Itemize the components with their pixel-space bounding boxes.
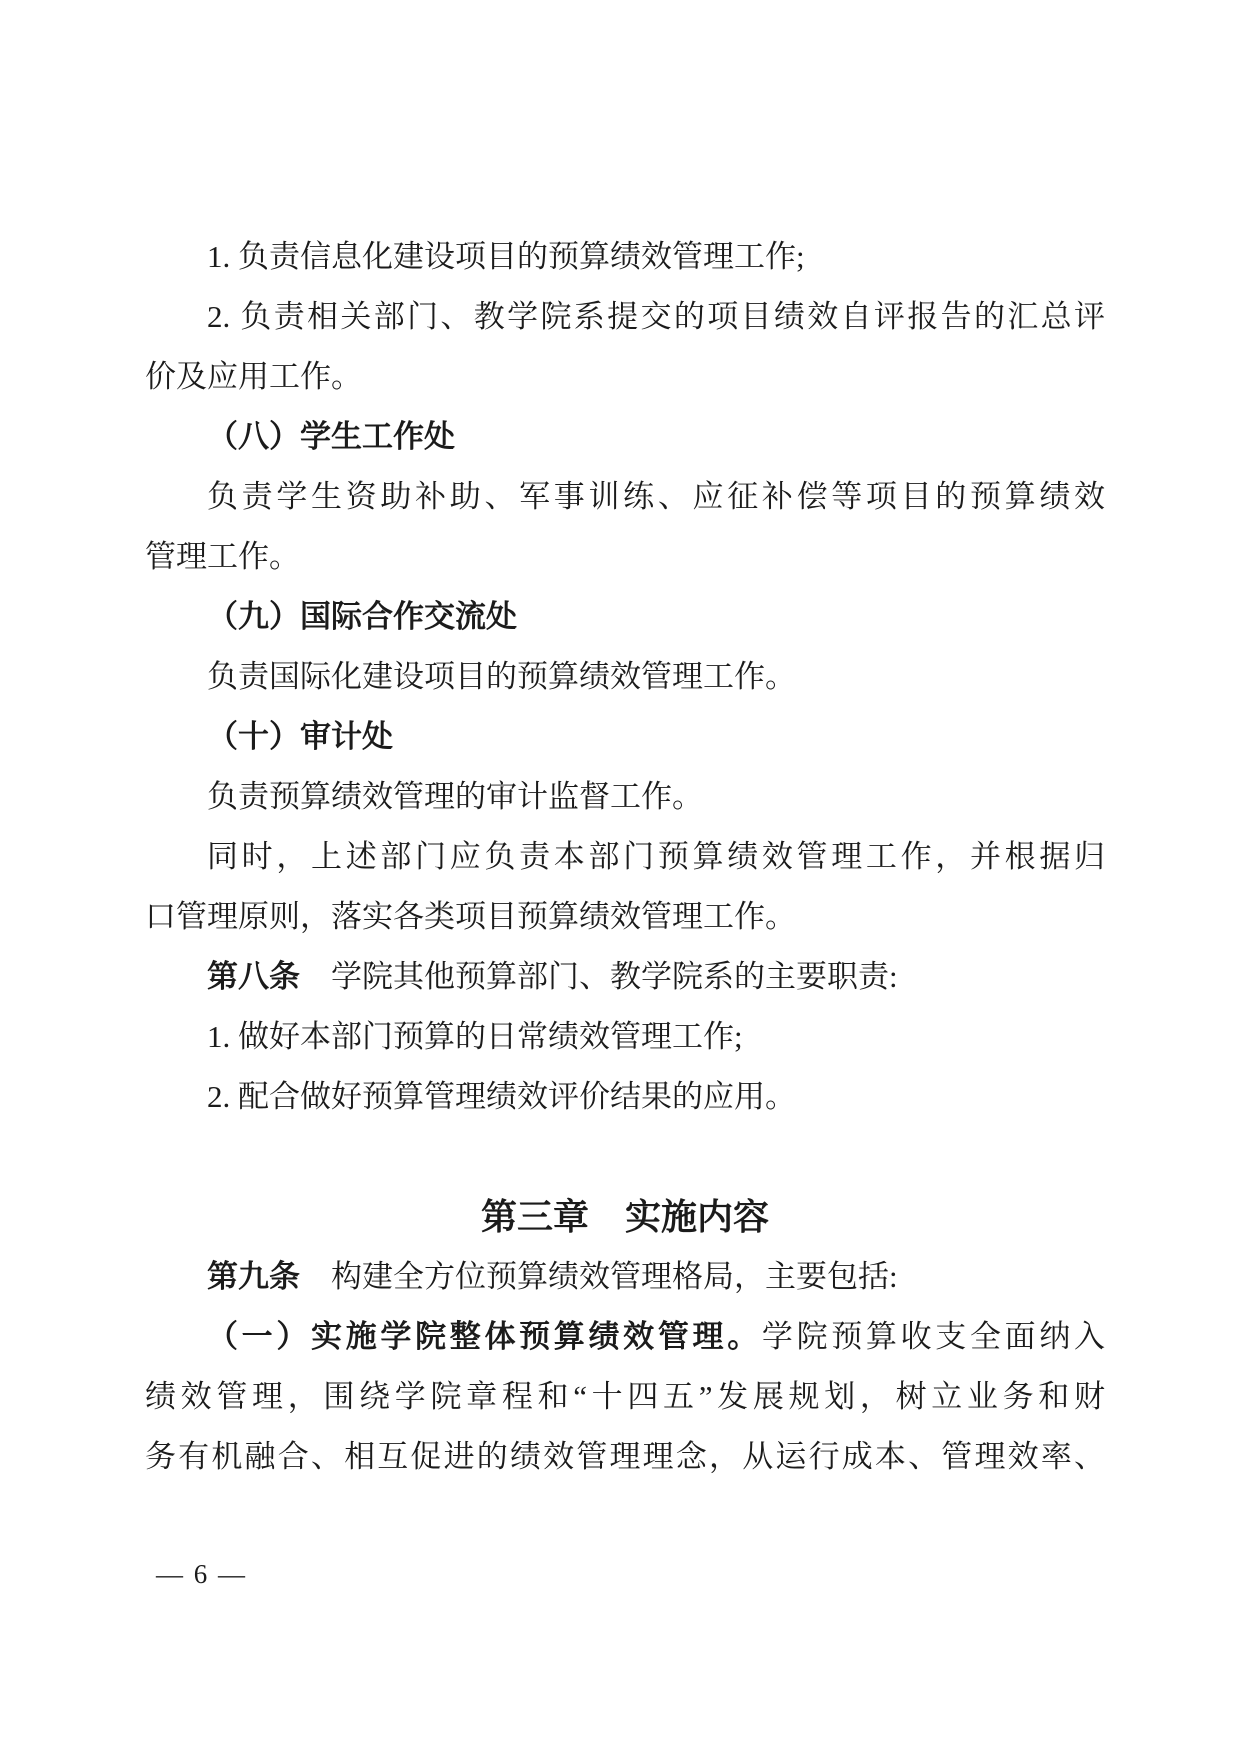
text-line [145, 947, 1105, 1007]
body-text: 负责学生资助补助、军事训练、应征补偿等项目的预算绩效 [207, 479, 1105, 514]
body-text: 1. 负责信息化建设项目的预算绩效管理工作; [207, 239, 805, 274]
paragraph [145, 647, 1105, 707]
body-text: 2. 负责相关部门、教学院系提交的项目绩效自评报告的汇总评 [207, 299, 1105, 334]
text-line [145, 767, 1105, 827]
page-number: — 6 — [156, 1559, 247, 1589]
body-text: 管理工作。 [145, 539, 300, 574]
body-text: 同时，上述部门应负责本部门预算绩效管理工作，并根据归 [207, 839, 1105, 874]
text-line [145, 467, 1105, 527]
section-heading [145, 707, 1105, 767]
text-line [145, 707, 1105, 767]
article-paragraph [145, 1247, 1105, 1307]
text-line [145, 1367, 1105, 1427]
text-line [145, 887, 1105, 947]
text-line [145, 1007, 1105, 1067]
document-body [145, 227, 1105, 1487]
article-paragraph [145, 1307, 1105, 1487]
numbered-item [145, 1007, 1105, 1067]
text-line [145, 647, 1105, 707]
text-line [145, 347, 1105, 407]
numbered-item [145, 1067, 1105, 1127]
body-text: 口管理原则，落实各类项目预算绩效管理工作。 [145, 899, 796, 934]
numbered-item [145, 287, 1105, 407]
text-line [145, 287, 1105, 347]
bold-text: （一）实施学院整体预算绩效管理。 [207, 1319, 762, 1354]
text-line [145, 1067, 1105, 1127]
text-line [145, 1307, 1105, 1367]
bold-text: 第九条 [207, 1259, 300, 1294]
body-text: 构建全方位预算绩效管理格局，主要包括: [300, 1259, 898, 1294]
chapter-heading [145, 1187, 1105, 1247]
bold-text: 第三章 实施内容 [480, 1196, 769, 1237]
article-paragraph [145, 947, 1105, 1007]
body-text: 务有机融合、相互促进的绩效管理理念，从运行成本、管理效率、 [145, 1439, 1105, 1474]
body-text: 负责预算绩效管理的审计监督工作。 [207, 779, 703, 814]
section-heading [145, 407, 1105, 467]
text-line [145, 827, 1105, 887]
body-text: 学院其他预算部门、教学院系的主要职责: [300, 959, 898, 994]
bold-text: （九）国际合作交流处 [207, 599, 517, 634]
bold-text: （八）学生工作处 [207, 419, 455, 454]
body-text: 负责国际化建设项目的预算绩效管理工作。 [207, 659, 796, 694]
paragraph [145, 827, 1105, 947]
text-line [145, 407, 1105, 467]
body-text: 2. 配合做好预算管理绩效评价结果的应用。 [207, 1079, 796, 1114]
paragraph [145, 467, 1105, 587]
numbered-item [145, 227, 1105, 287]
section-heading [145, 587, 1105, 647]
paragraph [145, 767, 1105, 827]
body-text: 1. 做好本部门预算的日常绩效管理工作; [207, 1019, 743, 1054]
bold-text: 第八条 [207, 959, 300, 994]
text-line [145, 527, 1105, 587]
text-line [145, 1427, 1105, 1487]
body-text: 价及应用工作。 [145, 359, 362, 394]
text-line [145, 227, 1105, 287]
text-line [145, 1187, 1105, 1247]
body-text: 绩效管理，围绕学院章程和“十四五”发展规划，树立业务和财 [145, 1379, 1105, 1414]
text-line [145, 587, 1105, 647]
body-text: 学院预算收支全面纳入 [761, 1319, 1106, 1354]
text-line [145, 1247, 1105, 1307]
bold-text: （十）审计处 [207, 719, 393, 754]
